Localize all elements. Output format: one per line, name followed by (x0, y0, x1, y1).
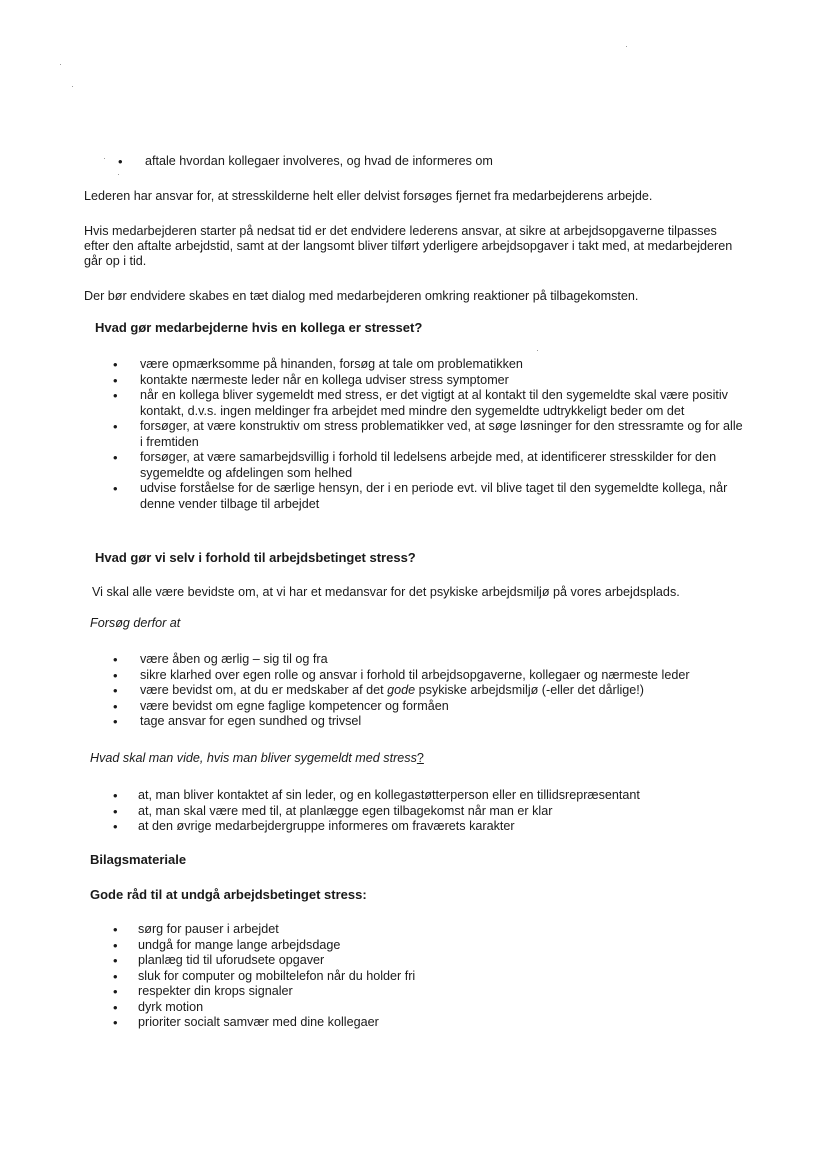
list-item: • at, man bliver kontaktet af sin leder, og en kollegastøtterperson eller en tillidsrepræsentant (113, 788, 743, 804)
question-mark: ? (416, 751, 424, 765)
list-item: • sikre klarhed over egen rolle og ansvar i forhold til arbejdsopgaverne, kollegaer og nærmeste leder (113, 668, 743, 684)
list-item-text: psykiske arbejdsmiljø (-eller det dårlige!) (415, 683, 644, 697)
list-item: • sørg for pauser i arbejdet (113, 922, 743, 938)
list-item: • kontakte nærmeste leder når en kollega udviser stress symptomer (113, 373, 743, 389)
paragraph-text: Der bør endvidere skabes en tæt dialog med medarbejderen omkring reaktioner på tilbagekomsten. (84, 289, 639, 303)
paragraph-shared-responsibility (92, 585, 752, 600)
list-item: • være bevidst om egne faglige kompetencer og formåen (113, 699, 743, 715)
scan-speck (72, 86, 73, 87)
paragraph-text: Hvad skal man vide, hvis man bliver sygemeldt med stress (90, 751, 417, 765)
list-item: • respekter din krops signaler (113, 984, 743, 1000)
scan-speck (118, 174, 119, 175)
list-item: • være opmærksomme på hinanden, forsøg at tale om problematikken (113, 357, 743, 373)
sick-leave-list (113, 788, 743, 835)
scan-speck (626, 46, 627, 47)
scan-speck (104, 158, 105, 159)
list-item: • være åben og ærlig – sig til og fra (113, 652, 743, 668)
list-item: • dyrk motion (113, 1000, 743, 1016)
list-item: • at, man skal være med til, at planlægge egen tilbagekomst når man er klar (113, 804, 743, 820)
list-item-text: være bevidst om, at du er medskaber af det (140, 683, 388, 697)
paragraph-reduced-time (84, 224, 739, 269)
list-item: • at den øvrige medarbejdergruppe informeres om fraværets karakter (113, 819, 743, 835)
list-item: • udvise forståelse for de særlige hensyn, der i en periode evt. vil blive taget til den sygemeldte kollega, når denne vender tilbage til arbejdet (113, 481, 743, 512)
paragraph-leader-responsibility (84, 189, 744, 204)
list-item: • aftale hvordan kollegaer involveres, og hvad de informeres om (118, 154, 748, 170)
good-advice-list (113, 922, 743, 1031)
paragraph-text: Lederen har ansvar for, at stresskilderne helt eller delvist forsøges fjernet fra medarbejderens arbejde. (84, 189, 653, 203)
list-item: • planlæg tid til uforudsete opgaver (113, 953, 743, 969)
scan-speck (60, 64, 61, 65)
paragraph-text: Hvis medarbejderen starter på nedsat tid er det endvidere lederens ansvar, at sikre at arbejdsopgaverne tilpasses efter den aftalte arbejdstid, samt at der langsomt bliver tilført yderligere arbejdsopgaver i takt med, at medarbejderen går op i tid. (84, 224, 733, 268)
self-care-list (113, 652, 743, 730)
list-item: • sluk for computer og mobiltelefon når du holder fri (113, 969, 743, 985)
list-item: • forsøger, at være konstruktiv om stress problematikker ved, at søge løsninger for den stressramte og for alle i fremtiden (113, 419, 743, 450)
list-item: • tage ansvar for egen sundhed og trivsel (113, 714, 743, 730)
paragraph-dialog (84, 289, 744, 304)
heading-self-stress: Hvad gør vi selv i forhold til arbejdsbetinget stress? (95, 550, 416, 565)
list-item: • undgå for mange lange arbejdsdage (113, 938, 743, 954)
list-item: • når en kollega bliver sygemeldt med stress, er det vigtigt at al kontakt til den sygemeldte skal være positiv kontakt, d.v.s. ingen meldinger fra arbejdet med mindre den sygemeldte udtrykkeligt beder om det (113, 388, 743, 419)
paragraph-sick-leave-question (90, 751, 750, 766)
paragraph-text: Vi skal alle være bevidste om, at vi har et medansvar for det psykiske arbejdsmiljø på vores arbejdsplads. (92, 585, 680, 599)
scan-speck (537, 350, 538, 351)
heading-appendix: Bilagsmateriale (90, 852, 187, 867)
heading-colleague-stressed: Hvad gør medarbejderne hvis en kollega er stresset? (95, 320, 423, 335)
list-item: • prioriter socialt samvær med dine kollegaer (113, 1015, 743, 1031)
paragraph-try-therefore: Forsøg derfor at (90, 616, 181, 630)
list-item-emphasis: gode (387, 683, 416, 697)
colleague-stress-list (113, 357, 743, 512)
top-bullet-list (118, 154, 748, 170)
heading-good-advice: Gode råd til at undgå arbejdsbetinget stress: (90, 887, 367, 902)
list-item: • forsøger, at være samarbejdsvillig i forhold til ledelsens arbejde med, at identificerer stresskilder for den sygemeldte og afdelingen som helhed (113, 450, 743, 481)
list-item (113, 683, 743, 699)
